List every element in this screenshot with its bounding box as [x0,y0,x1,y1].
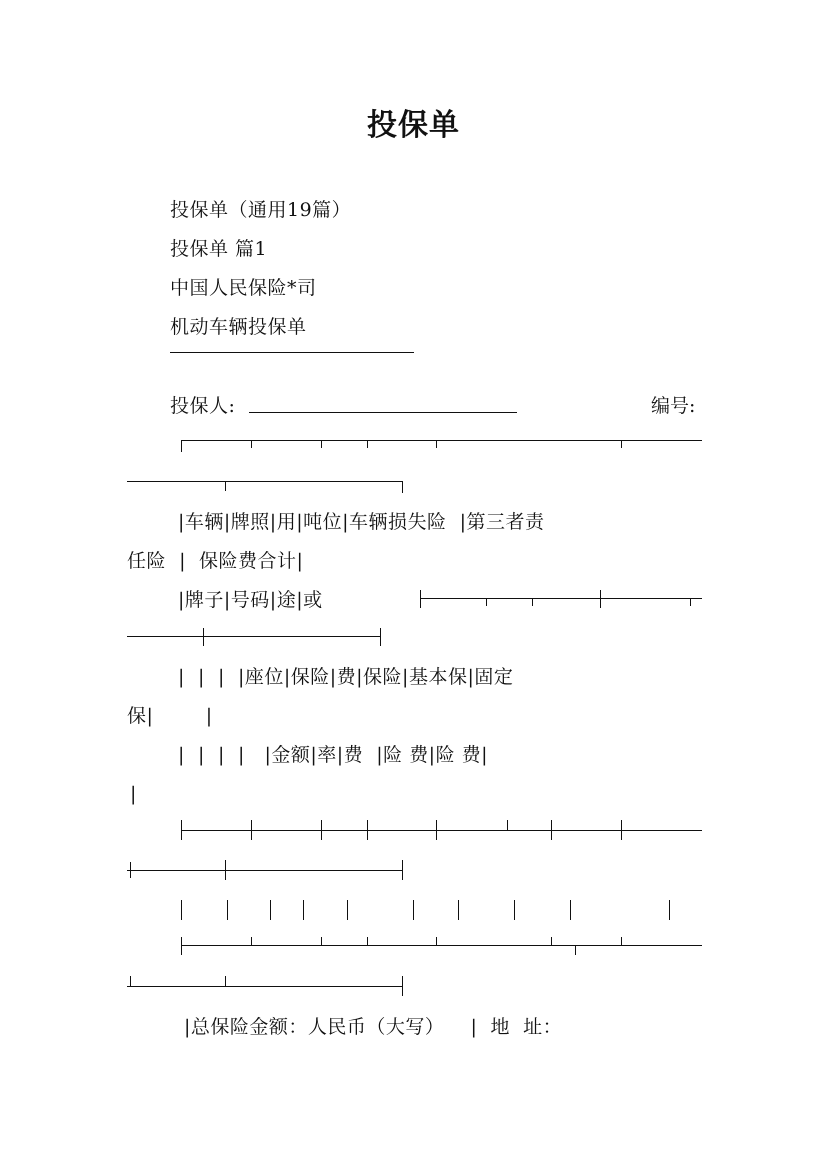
table-row-5: 保| | [127,705,213,727]
doc-line-4: 机动车辆投保单 [170,316,307,338]
table-row-4: | | | |座位|保险|费|保险|基本保|固定 [178,666,514,688]
title-rule [170,352,414,353]
table-row-total: |总保险金额：人民币（大写） | 地 址： [184,1016,563,1038]
table-row-1: |车辆|牌照|用|吨位|车辆损失险 |第三者责 [178,511,545,533]
doc-line-3: 中国人民保险*司 [170,277,317,299]
applicant-label: 投保人: [170,395,236,417]
number-label: 编号: [651,395,696,417]
document-title: 投保单 [367,108,460,143]
table-row-7: | [130,783,137,805]
table-row-3: |牌子|号码|途|或 [178,589,323,611]
doc-line-1: 投保单（通用19篇） [170,199,352,221]
applicant-underline [249,412,517,413]
table-row-2: 任险 | 保险费合计| [127,550,304,572]
table-row-6: | | | | |金额|率|费 |险 费|险 费| [178,744,489,766]
doc-line-2: 投保单 篇1 [170,238,268,260]
